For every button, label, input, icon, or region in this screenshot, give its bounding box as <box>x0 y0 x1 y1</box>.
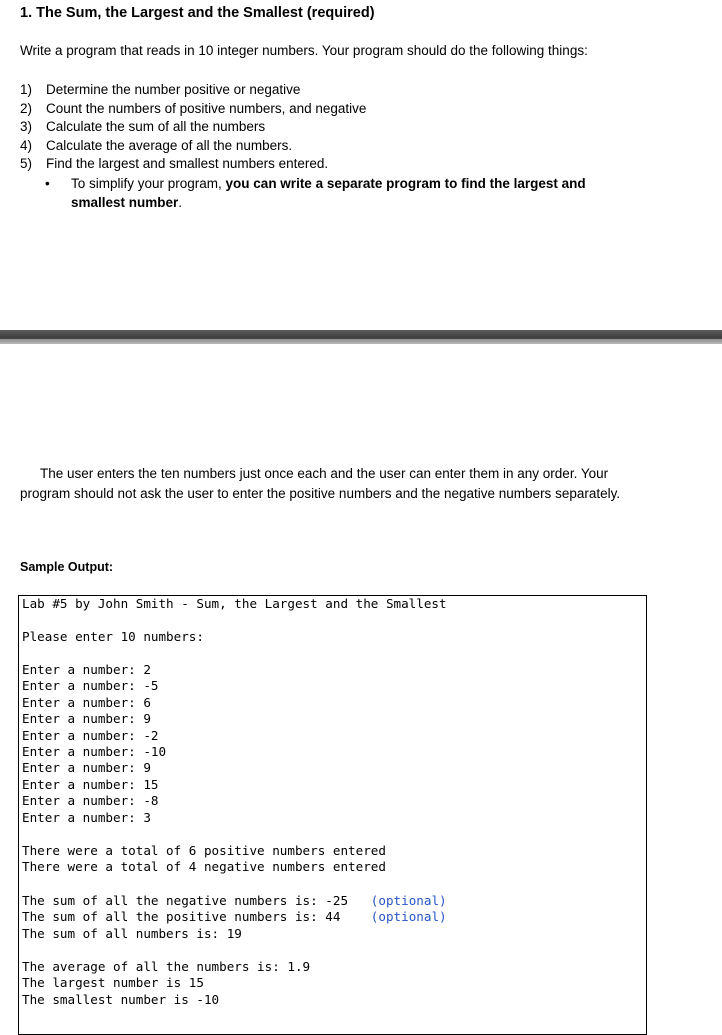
instructions-paragraph: The user enters the ten numbers just once each and the user can enter them in any order. Your program should not ask the user to enter the positive numbers and the negative numbers separately. <box>20 466 621 501</box>
task-list <box>20 81 366 174</box>
hint-emphasis: you can write a separate program to find the largest and smallest number <box>71 176 586 210</box>
bullet-icon: • <box>45 176 50 191</box>
console-entry: Enter a number: -8 <box>22 793 159 809</box>
task-item: 2) Count the numbers of positive numbers, and negative <box>20 100 367 116</box>
console-sum-all: The sum of all numbers is: 19 <box>22 925 242 941</box>
task-item: 3) Calculate the sum of all the numbers <box>20 119 266 134</box>
console-largest: The largest number is 15 <box>22 975 204 991</box>
console-entry: Enter a number: 6 <box>22 694 151 710</box>
assignment-title: 1. The Sum, the Largest and the Smallest (required) <box>20 5 375 21</box>
page-divider <box>0 330 722 344</box>
console-entry: Enter a number: 9 <box>22 711 151 727</box>
console-prompt: Please enter 10 numbers: <box>22 629 204 644</box>
console-positive-total: There were a total of 6 positive numbers entered <box>22 843 386 858</box>
console-negative-total: There were a total of 4 negative numbers entered <box>22 859 386 875</box>
console-entry: Enter a number: -10 <box>22 744 167 759</box>
console-entry: Enter a number: -5 <box>22 678 159 694</box>
console-entry: Enter a number: 3 <box>22 809 151 825</box>
sample-output-label: Sample Output: <box>20 560 114 574</box>
task-item: 5) Find the largest and smallest numbers entered. <box>20 156 329 171</box>
optional-note: (optional) <box>370 909 447 925</box>
assignment-intro: Write a program that reads in 10 integer numbers. Your program should do the following things: <box>20 43 588 58</box>
console-sum-positive: The sum of all the positive numbers is: 44 (optional) <box>22 909 447 925</box>
sample-output-box <box>18 595 647 1035</box>
console-entry: Enter a number: 2 <box>22 662 151 677</box>
console-smallest: The smallest number is -10 <box>22 991 220 1007</box>
console-entry: Enter a number: -2 <box>22 727 159 743</box>
console-header: Lab #5 by John Smith - Sum, the Largest and the Smallest <box>22 596 447 611</box>
task-item: 1) Determine the number positive or negative <box>20 82 301 97</box>
console-sum-negative: The sum of all the negative numbers is: -25 (optional) <box>22 893 447 908</box>
optional-note: (optional) <box>370 893 447 908</box>
task-item: 4) Calculate the average of all the numbers. <box>20 137 293 153</box>
hint-bullet: • To simplify your program, you can write a separate program to find the largest and smallest number. <box>45 176 586 210</box>
console-entry: Enter a number: 15 <box>22 776 159 792</box>
assignment-section <box>0 0 722 330</box>
console-average: The average of all the numbers is: 1.9 <box>22 959 311 974</box>
console-entry: Enter a number: 9 <box>22 760 151 776</box>
